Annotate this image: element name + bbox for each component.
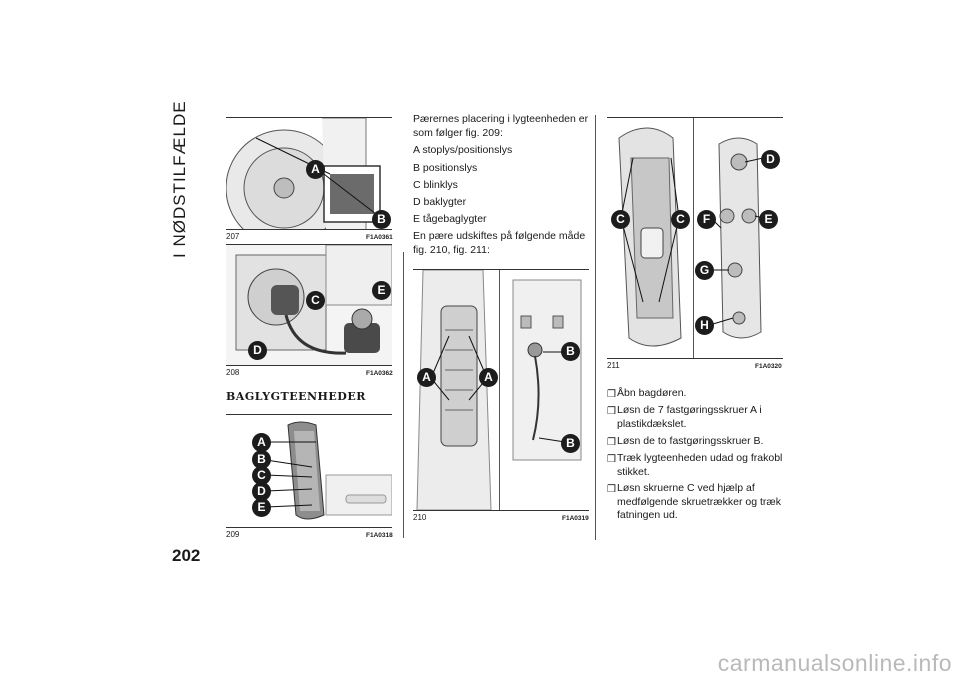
figure-rule: [413, 510, 589, 511]
step-item: [607, 482, 797, 526]
figure-209: [226, 415, 392, 527]
figure-211-number: 211: [607, 361, 620, 370]
chapter-side-title: [170, 100, 200, 258]
figure-rule: [226, 365, 392, 366]
callout-b: B: [252, 450, 271, 469]
figure-211: [607, 118, 783, 358]
step-text: Løsn de 7 fastgøringsskruer A i plastikdækslet.: [617, 404, 762, 430]
callout-d: D: [252, 482, 271, 501]
callout-g: G: [695, 261, 714, 280]
callout-e: E: [252, 498, 271, 517]
step-text: Åbn bagdøren.: [617, 387, 687, 399]
step-item: [607, 435, 797, 451]
checkbox-bullet-icon: ❒: [607, 389, 616, 400]
bulb-item-e: E tågebaglygter: [413, 213, 487, 225]
bulb-item-a: A stoplys/positionslys: [413, 144, 513, 156]
callout-e: E: [372, 281, 391, 300]
bulb-item-b: B positionslys: [413, 162, 478, 174]
callout-h: H: [695, 316, 714, 335]
outro-paragraph: En pære udskiftes på følgende måde fig. 210, fig. 211:: [413, 230, 586, 256]
callout-c: C: [252, 466, 271, 485]
figure-210-drawing: [413, 270, 589, 510]
figure-208-code: F1A0362: [366, 370, 393, 377]
figure-rule: [226, 229, 392, 230]
figure-207-code: F1A0361: [366, 234, 393, 241]
watermark: carmanualsonline.info: [717, 650, 952, 676]
step-text: Løsn skruerne C ved hjælp af medfølgende skruetrækker og træk fatningen ud.: [617, 482, 781, 521]
callout-f: F: [697, 210, 716, 229]
callout-a: A: [306, 160, 325, 179]
figure-210-code: F1A0319: [562, 515, 589, 522]
column-divider: [595, 115, 596, 540]
figure-207: [226, 118, 392, 230]
callout-c: C: [306, 291, 325, 310]
figure-208-number: 208: [226, 368, 240, 377]
step-text: Løsn de to fastgøringsskruer B.: [617, 435, 764, 447]
bulb-item-d: D baklygter: [413, 196, 467, 208]
callout-b: B: [561, 434, 580, 453]
callout-b: B: [561, 342, 580, 361]
figure-rule: [607, 358, 783, 359]
chapter-title-text: I NØDSTILFÆLDE: [170, 100, 189, 258]
callout-d: D: [761, 150, 780, 169]
callout-d: D: [248, 341, 267, 360]
figure-209-drawing: [226, 415, 392, 527]
step-item: [607, 387, 797, 403]
figure-207-number: 207: [226, 232, 240, 241]
figure-208: [226, 245, 392, 365]
page-number: 202: [172, 546, 201, 565]
figure-210: [413, 270, 589, 510]
column-divider: [403, 252, 404, 538]
step-text: Træk lygteenheden udad og frakobl stikket.: [617, 452, 783, 478]
bulb-item-c: C blinklys: [413, 179, 458, 191]
step-item: [607, 452, 797, 482]
checkbox-bullet-icon: ❒: [607, 406, 616, 417]
callout-b: B: [372, 210, 391, 229]
callout-a: A: [252, 433, 271, 452]
figure-210-number: 210: [413, 513, 427, 522]
callout-e: E: [759, 210, 778, 229]
checkbox-bullet-icon: ❒: [607, 437, 616, 448]
callout-c: C: [671, 210, 690, 229]
figure-209-number: 209: [226, 530, 240, 539]
callout-a: A: [417, 368, 436, 387]
figure-211-code: F1A0320: [755, 363, 782, 370]
figure-209-code: F1A0318: [366, 532, 393, 539]
intro-paragraph: Pærernes placering i lygteenheden er som følger fig. 209:: [413, 113, 589, 139]
step-item: [607, 404, 797, 434]
callout-c: C: [611, 210, 630, 229]
checkbox-bullet-icon: ❒: [607, 454, 616, 465]
callout-a: A: [479, 368, 498, 387]
figure-rule: [226, 527, 392, 528]
section-heading: BAGLYGTEENHEDER: [226, 390, 366, 403]
checkbox-bullet-icon: ❒: [607, 484, 616, 495]
